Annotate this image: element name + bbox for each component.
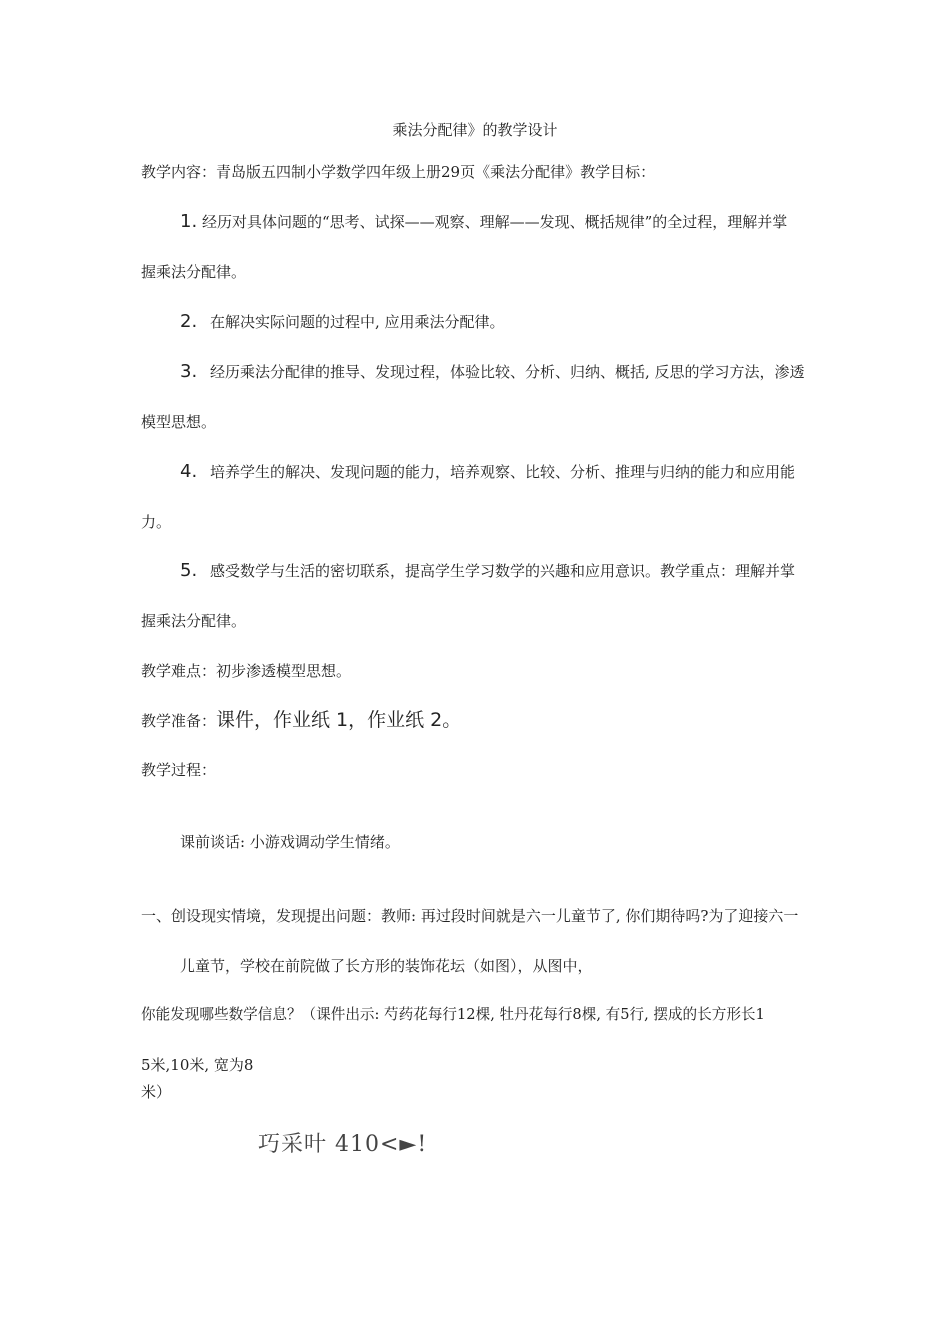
goal-1 [180,212,787,232]
goal-2 [180,312,505,332]
goal-number: 2. [180,311,198,332]
goal-number: 1. [180,211,198,232]
prep-label: 教学准备： [141,712,217,730]
goal-5-cont: 握乘法分配律。 [141,612,247,630]
goal-4 [180,462,795,482]
goal-3 [180,362,805,382]
goal-number: 3. [180,361,198,382]
difficulty-line: 教学难点：初步渗透模型思想。 [141,662,352,680]
process-line: 教学过程： [141,761,217,779]
section1-line-d: 5米,10米, 宽为8 [141,1056,254,1074]
goal-text: 感受数学与生活的密切联系，提高学生学习数学的兴趣和应用意识。教学重点：理解并掌 [209,562,795,580]
goal-text: 在解决实际问题的过程中, 应用乘法分配律。 [209,313,505,331]
goal-3-cont: 模型思想。 [141,413,217,431]
section1-line-e: 米） [141,1083,172,1101]
goal-number: 4. [180,461,198,482]
section1-line-b: 儿童节，学校在前院做了长方形的装饰花坛（如图），从图中， [180,957,593,975]
prep-text: 课件，作业纸 1，作业纸 2。 [216,709,462,731]
section1-line-a: 一、创设现实情境，发现提出问题：教师: 再过段时间就是六一儿童节了, 你们期待吗?为了迎接六一 [141,907,799,925]
goal-1-cont: 握乘法分配律。 [141,263,247,281]
section1-line-c: 你能发现哪些数学信息？（课件出示: 芍药花每行12棵, 牡丹花每行8棵, 有5行, 摆成的长方形长1 [141,1006,765,1023]
goal-5 [180,561,795,581]
content-line: 教学内容：青岛版五四制小学数学四年级上册29页《乘法分配律》教学目标： [141,163,656,181]
goal-text: 经历对具体问题的“思考、试探——观察、理解——发现、概括规律”的全过程，理解并掌 [201,213,788,231]
goal-4-cont: 力。 [141,513,172,531]
prep-line [141,710,461,731]
goal-text: 经历乘法分配律的推导、发现过程，体验比较、分析、归纳、概括, 反思的学习方法，渗透 [209,363,805,381]
pre-talk-line: 课前谈话: 小游戏调动学生情绪。 [180,833,400,851]
doc-title: 乘法分配律》的教学设计 [392,121,558,139]
goal-text: 培养学生的解决、发现问题的能力，培养观察、比较、分析、推理与归纳的能力和应用能 [209,463,795,481]
image-caption: 巧采叶 410<►! [258,1132,428,1157]
goal-number: 5. [180,560,198,581]
